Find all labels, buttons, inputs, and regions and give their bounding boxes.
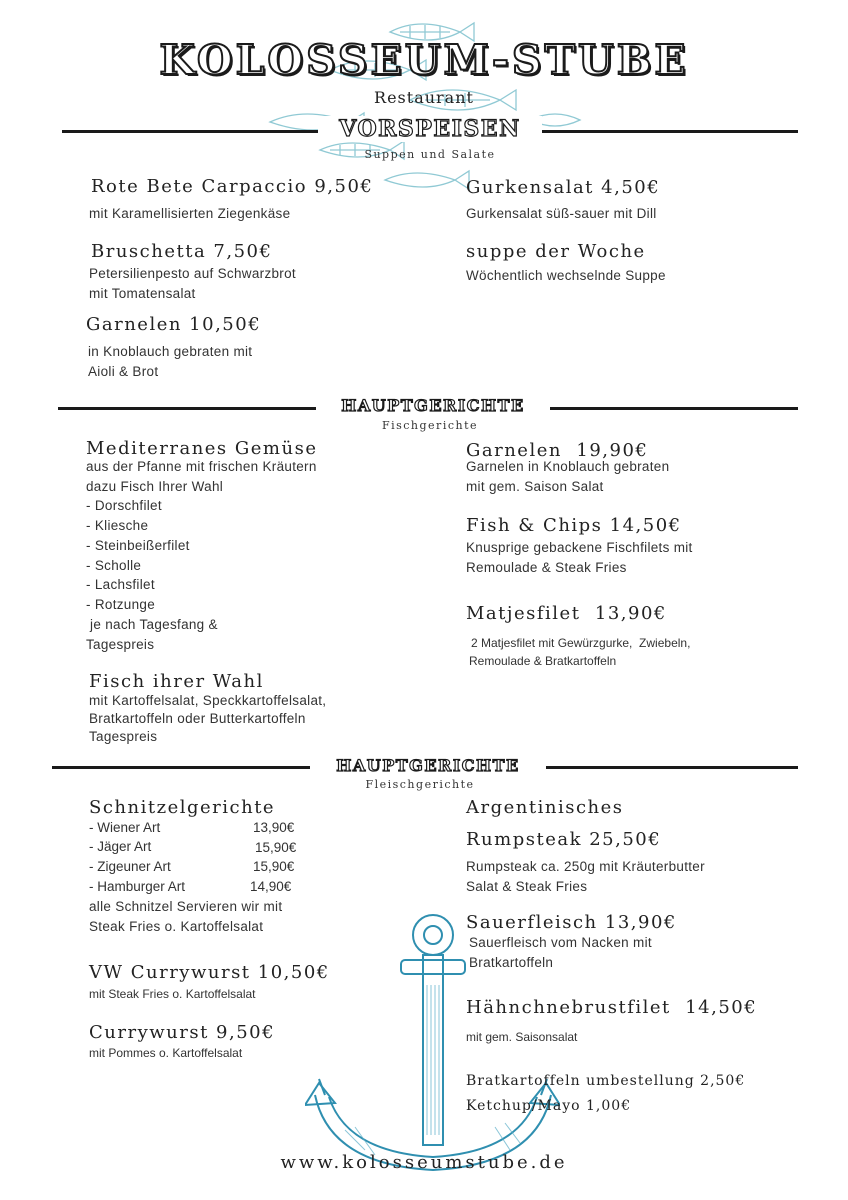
dish-description: Salat & Steak Fries <box>466 879 588 894</box>
dish-name: Schnitzelgerichte <box>89 797 276 818</box>
section-subtitle-vorspeisen: Suppen und Salate <box>364 148 496 161</box>
dish-description: Wöchentlich wechselnde Suppe <box>466 268 666 283</box>
dish-description: dazu Fisch Ihrer Wahl <box>86 479 224 494</box>
dish-name: Currywurst 9,50€ <box>89 1022 276 1043</box>
fish-option: - Kliesche <box>86 518 149 533</box>
dish-description: mit gem. Saison Salat <box>466 479 604 494</box>
dish-description: Gurkensalat süß-sauer mit Dill <box>466 206 657 221</box>
schnitzel-variant: - Hamburger Art <box>89 879 186 894</box>
dish-description: 2 Matjesfilet mit Gewürzgurke, Zwiebeln, <box>471 636 691 650</box>
dish-description: Petersilienpesto auf Schwarzbrot <box>89 266 296 281</box>
dish-name: Mediterranes Gemüse <box>86 438 318 459</box>
dish-description: Remoulade & Bratkartoffeln <box>469 654 617 668</box>
section-subtitle-fleisch: Fleischgerichte <box>365 778 475 791</box>
dish-name: Rumpsteak 25,50€ <box>466 829 662 850</box>
dish-name: Bruschetta 7,50€ <box>91 241 273 262</box>
dish-description: Garnelen in Knoblauch gebraten <box>466 459 670 474</box>
section-subtitle-fisch: Fischgerichte <box>381 419 479 432</box>
schnitzel-price: 15,90€ <box>253 859 295 874</box>
dish-name: VW Currywurst 10,50€ <box>89 962 330 983</box>
dish-name: Garnelen 10,50€ <box>86 314 262 335</box>
dish-description: Steak Fries o. Kartoffelsalat <box>89 919 264 934</box>
dish-name: Garnelen 19,90€ <box>466 440 649 461</box>
restaurant-subtitle: Restaurant <box>374 88 474 107</box>
dish-name: Argentinisches <box>466 797 624 818</box>
dish-description: Remoulade & Steak Fries <box>466 560 627 575</box>
website-link[interactable]: www.kolosseumstube.de <box>280 1152 568 1173</box>
fish-option: - Rotzunge <box>86 597 156 612</box>
schnitzel-variant: - Wiener Art <box>89 820 161 835</box>
fish-option: - Lachsfilet <box>86 577 155 592</box>
dish-description: Knusprige gebackene Fischfilets mit <box>466 540 693 555</box>
dish-description: mit Kartoffelsalat, Speckkartoffelsalat, <box>89 693 327 708</box>
dish-description: Tagespreis <box>89 729 158 744</box>
section-title-vorspeisen: VORSPEISEN <box>318 116 542 142</box>
dish-description: alle Schnitzel Servieren wir mit <box>89 899 283 914</box>
section-title-fisch: HAUPTGERICHTE <box>316 396 550 415</box>
fish-option: - Dorschfilet <box>86 498 162 513</box>
dish-description: Bratkartoffeln oder Butterkartoffeln <box>89 711 306 726</box>
dish-name: Gurkensalat 4,50€ <box>466 177 661 198</box>
schnitzel-variant: - Zigeuner Art <box>89 859 171 874</box>
dish-description: mit Karamellisierten Ziegenkäse <box>89 206 291 221</box>
dish-name: Fish & Chips 14,50€ <box>466 515 682 536</box>
restaurant-title: KOLOSSEUM-STUBE <box>159 36 689 84</box>
dish-description: je nach Tagesfang & <box>86 617 218 632</box>
dish-description: Bratkartoffeln <box>469 955 554 970</box>
extra-item: Ketchup/Mayo 1,00€ <box>466 1098 632 1114</box>
section-title-fleisch: HAUPTGERICHTE <box>310 756 546 775</box>
dish-description: Sauerfleisch vom Nacken mit <box>469 935 652 950</box>
schnitzel-price: 15,90€ <box>255 840 297 855</box>
extra-item: Bratkartoffeln umbestellung 2,50€ <box>466 1073 746 1089</box>
dish-name: Fisch ihrer Wahl <box>89 671 264 692</box>
dish-name: Sauerfleisch 13,90€ <box>466 912 677 933</box>
dish-name: Matjesfilet 13,90€ <box>466 603 667 624</box>
dish-name: suppe der Woche <box>466 241 646 262</box>
dish-description: mit Pommes o. Kartoffelsalat <box>89 1046 243 1060</box>
dish-name: Rote Bete Carpaccio 9,50€ <box>91 176 374 197</box>
fish-option: - Steinbeißerfilet <box>86 538 190 553</box>
dish-description: Tagespreis <box>86 637 155 652</box>
dish-description: Aioli & Brot <box>88 364 159 379</box>
schnitzel-price: 14,90€ <box>250 879 292 894</box>
schnitzel-price: 13,90€ <box>253 820 295 835</box>
dish-description: mit gem. Saisonsalat <box>466 1030 578 1044</box>
dish-name: Hähnchnebrustfilet 14,50€ <box>466 997 758 1018</box>
dish-description: mit Tomatensalat <box>89 286 196 301</box>
dish-description: Rumpsteak ca. 250g mit Kräuterbutter <box>466 859 705 874</box>
dish-description: mit Steak Fries o. Kartoffelsalat <box>89 987 256 1001</box>
dish-description: aus der Pfanne mit frischen Kräutern <box>86 459 317 474</box>
dish-description: in Knoblauch gebraten mit <box>88 344 253 359</box>
schnitzel-variant: - Jäger Art <box>89 839 152 854</box>
fish-option: - Scholle <box>86 558 142 573</box>
